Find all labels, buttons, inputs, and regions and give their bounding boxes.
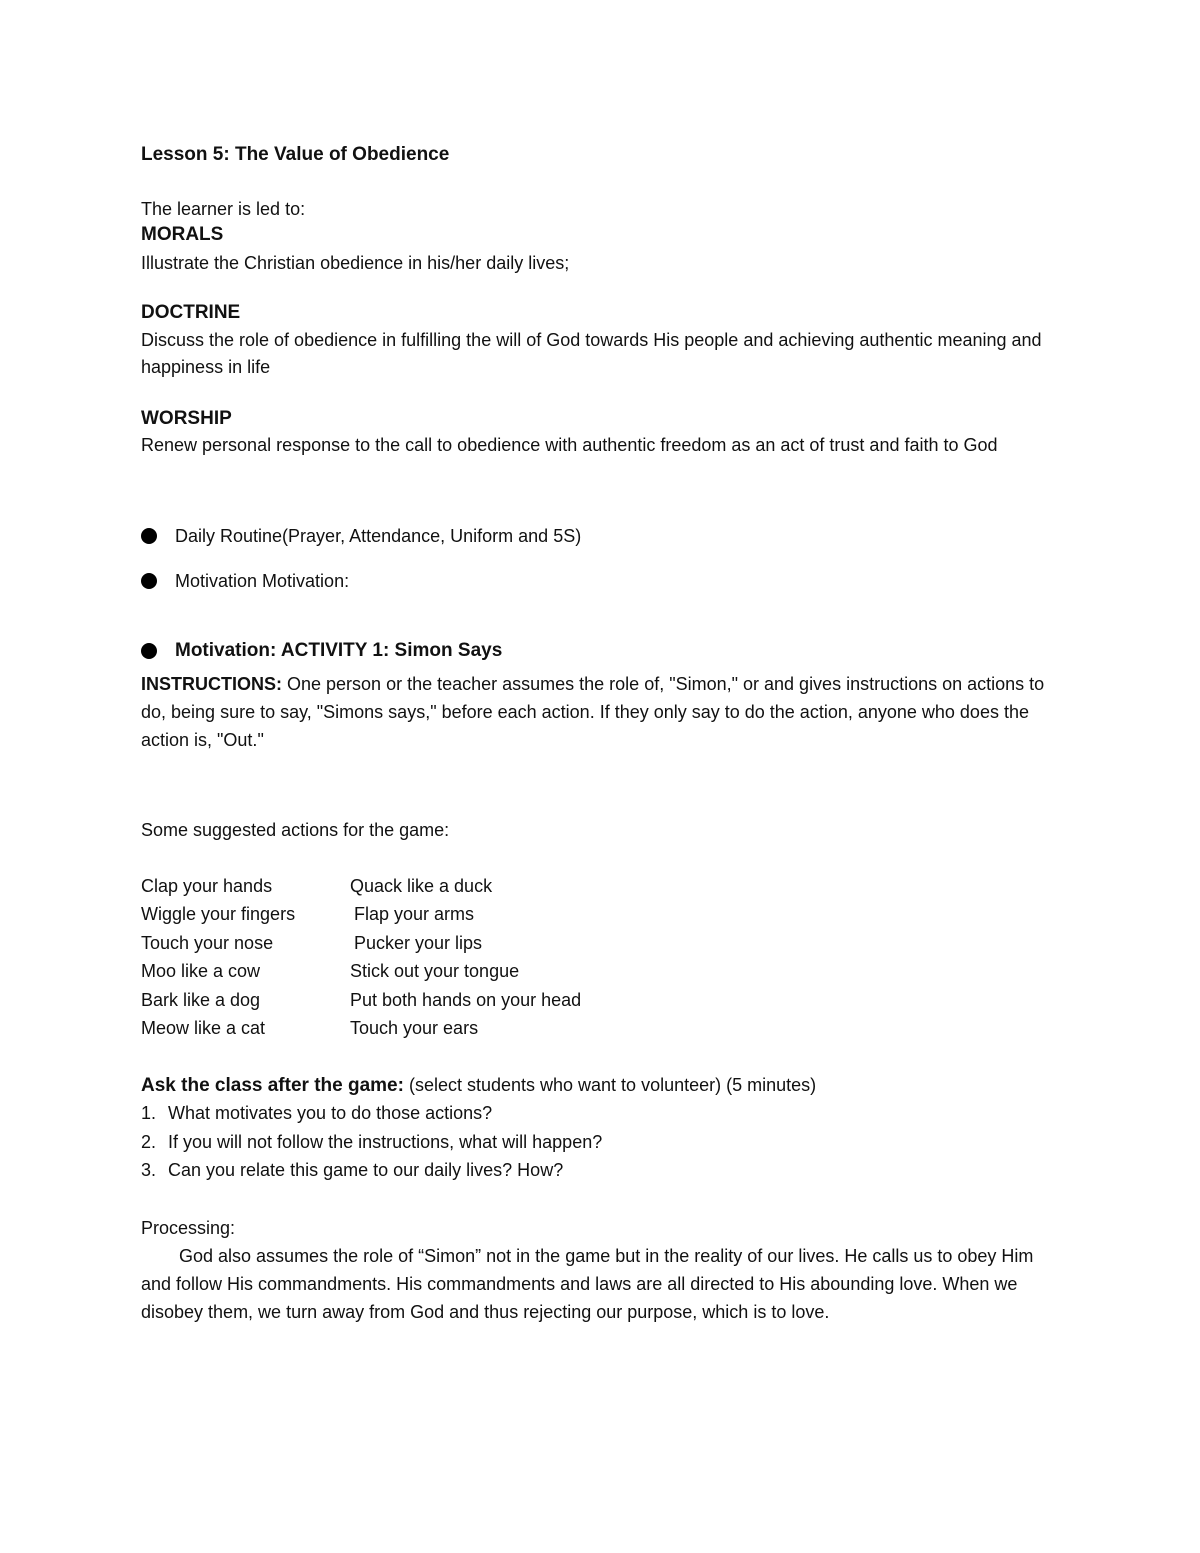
- worship-text: Renew personal response to the call to obedience with authentic freedom as an act of trust and faith to God: [141, 435, 998, 455]
- bullet-icon: [141, 643, 157, 659]
- question-number: 1.: [141, 1103, 157, 1123]
- processing-label: Processing:: [141, 1218, 236, 1238]
- action-left: Clap your hands: [141, 876, 273, 896]
- instructions-text: One person or the teacher assumes the role of, "Simon," or and gives instructions on actions to do, being sure to say, "Simons says," before each action. If they only say to do the action, anyone who does the action is, "Out.": [141, 674, 1045, 750]
- bullet-text: Motivation Motivation:: [175, 571, 350, 591]
- action-left: Touch your nose: [141, 932, 274, 953]
- bullet-item-daily-routine: [141, 522, 581, 550]
- bullet-text: Motivation: ACTIVITY 1: Simon Says: [175, 640, 503, 661]
- instructions-label: INSTRUCTIONS:: [141, 674, 282, 694]
- question-text: What motivates you to do those actions?: [168, 1103, 493, 1123]
- actions-row: [141, 1014, 581, 1042]
- action-right: Quack like a duck: [350, 876, 493, 896]
- action-right: Flap your arms: [354, 904, 475, 925]
- instructions-paragraph: [141, 670, 1061, 754]
- suggested-intro: Some suggested actions for the game:: [141, 820, 450, 840]
- question-text: Can you relate this game to our daily lives? How?: [168, 1160, 564, 1180]
- ask-label: Ask the class after the game:: [141, 1075, 404, 1096]
- action-left: Meow like a cat: [141, 1017, 266, 1038]
- question-number: 3.: [141, 1160, 157, 1180]
- action-left: Wiggle your fingers: [141, 904, 296, 925]
- action-left: Bark like a dog: [141, 989, 261, 1010]
- ask-paragraph: [141, 1071, 1061, 1100]
- worship-heading: WORSHIP: [141, 408, 232, 429]
- morals-heading: MORALS: [141, 224, 224, 245]
- actions-row: [141, 957, 581, 985]
- doctrine-text: Discuss the role of obedience in fulfilling the will of God towards His people and achieving authentic meaning and happiness in life: [141, 330, 1042, 377]
- bullet-icon: [141, 528, 157, 544]
- actions-list: [141, 872, 581, 1042]
- question-item: [141, 1128, 602, 1157]
- question-text: If you will not follow the instructions, what will happen?: [168, 1132, 603, 1152]
- doctrine-heading: DOCTRINE: [141, 302, 241, 323]
- actions-row: [141, 900, 581, 928]
- processing-text: God also assumes the role of “Simon” not in the game but in the reality of our lives. He calls us to obey Him and follow His commandments. His commandments and laws are all directed to His abounding love. When we disobey them, we turn away from God and thus rejecting our purpose, which is to love.: [141, 1246, 1034, 1322]
- actions-row: [141, 929, 581, 957]
- question-number: 2.: [141, 1132, 157, 1152]
- lesson-title: Lesson 5: The Value of Obedience: [141, 144, 450, 165]
- action-right: Put both hands on your head: [350, 989, 582, 1010]
- question-item: [141, 1156, 563, 1185]
- action-right: Touch your ears: [350, 1017, 479, 1038]
- actions-row: [141, 986, 581, 1014]
- ask-text: (select students who want to volunteer) (5 minutes): [403, 1075, 817, 1095]
- actions-row: [141, 872, 581, 900]
- bullet-item-motivation: [141, 567, 349, 595]
- action-right: Stick out your tongue: [350, 961, 520, 982]
- action-left: Moo like a cow: [141, 961, 261, 982]
- bullet-icon: [141, 573, 157, 589]
- question-item: [141, 1099, 492, 1128]
- morals-text: Illustrate the Christian obedience in his/her daily lives;: [141, 253, 570, 273]
- action-right: Pucker your lips: [354, 932, 483, 953]
- bullet-text: Daily Routine(Prayer, Attendance, Uniform and 5S): [175, 526, 582, 546]
- intro-text: The learner is led to:: [141, 199, 306, 219]
- bullet-item-activity: [141, 637, 502, 665]
